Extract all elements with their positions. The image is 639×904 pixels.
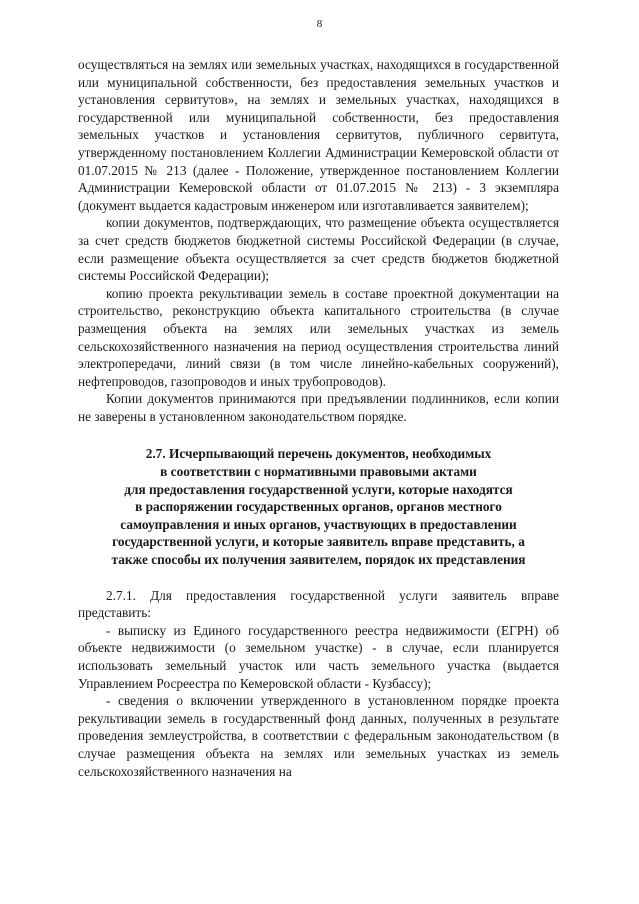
paragraph-2-7-1: 2.7.1. Для предоставления государственной услуги заявитель вправе представить: bbox=[78, 587, 559, 621]
paragraph-copies-note: Копии документов принимаются при предъявлении подлинников, если копии не заверены в установленном законодательством порядке. bbox=[78, 391, 559, 424]
heading-line: также способы их получения заявителем, порядок их представления bbox=[111, 552, 526, 568]
document-body bbox=[78, 56, 559, 780]
heading-line: для предоставления государственной услуги, которые находятся bbox=[124, 481, 513, 497]
section-heading-2-7 bbox=[78, 445, 559, 568]
heading-line: 2.7. Исчерпывающий перечень документов, необходимых bbox=[145, 446, 492, 462]
paragraph-budget-documents: копии документов, подтверждающих, что размещение объекта осуществляется за счет средств бюджетов бюджетной системы Российской Федерации (в случае, если размещение объекта осуществляется за счет средств бюджетов бюджетной системы Российской Федерации); bbox=[78, 215, 559, 284]
heading-line: в распоряжении государственных органов, органов местного bbox=[135, 499, 502, 515]
list-item-state-data-fund: - сведения о включении утвержденного в установленном порядке проекта рекультивации земель в государственный фонд данных, полученных в результате проведения землеустройства, в соответствии с федеральным законодательством (в случае размещения объекта на землях или земельных участках из земель сельскохозяйственного назначения на bbox=[78, 693, 559, 779]
paragraph-continuation: осуществляться на землях или земельных участках, находящихся в государственной или муниципальной собственности, без предоставления земельных участков и установления сервитутов», на землях и земельных участках, находящихся в государственной или муниципальной собственности, без предоставления земельных участков и установления сервитутов, публичного сервитута, утвержденному постановлением Коллегии Администрации Кемеровской области от 01.07.2015 № 213 (далее - Положение, утвержденное постановлением Коллегии Администрации Кемеровской области от 01.07.2015 № 213) - 3 экземпляра (документ выдается кадастровым инженером или изготавливается заявителем); bbox=[78, 57, 559, 213]
heading-line: самоуправления и иных органов, участвующих в предоставлении bbox=[120, 516, 517, 532]
page-number: 8 bbox=[316, 18, 323, 30]
heading-line: государственной услуги, и которые заявитель вправе представить, а bbox=[112, 534, 525, 550]
paragraph-recultivation-project: копию проекта рекультивации земель в составе проектной документации на строительство, реконструкцию объекта капитального строительства (в случае размещения объекта на землях или земельных участках из земель сельскохозяйственного назначения на период осуществления строительства линий электропередачи, линий связи (в том числе линейно-кабельных сооружений), нефтепроводов, газопроводов и иных трубопроводов). bbox=[78, 285, 559, 389]
heading-line: в соответствии с нормативными правовыми актами bbox=[160, 464, 477, 480]
list-item-egrn-extract: - выписку из Единого государственного реестра недвижимости (ЕГРН) об объекте недвижимости (о земельном участке) - в случае, если планируется использовать земельный участок или часть земельного участка (выдается Управлением Росреестра по Кемеровской области - Кузбассу); bbox=[78, 622, 559, 691]
